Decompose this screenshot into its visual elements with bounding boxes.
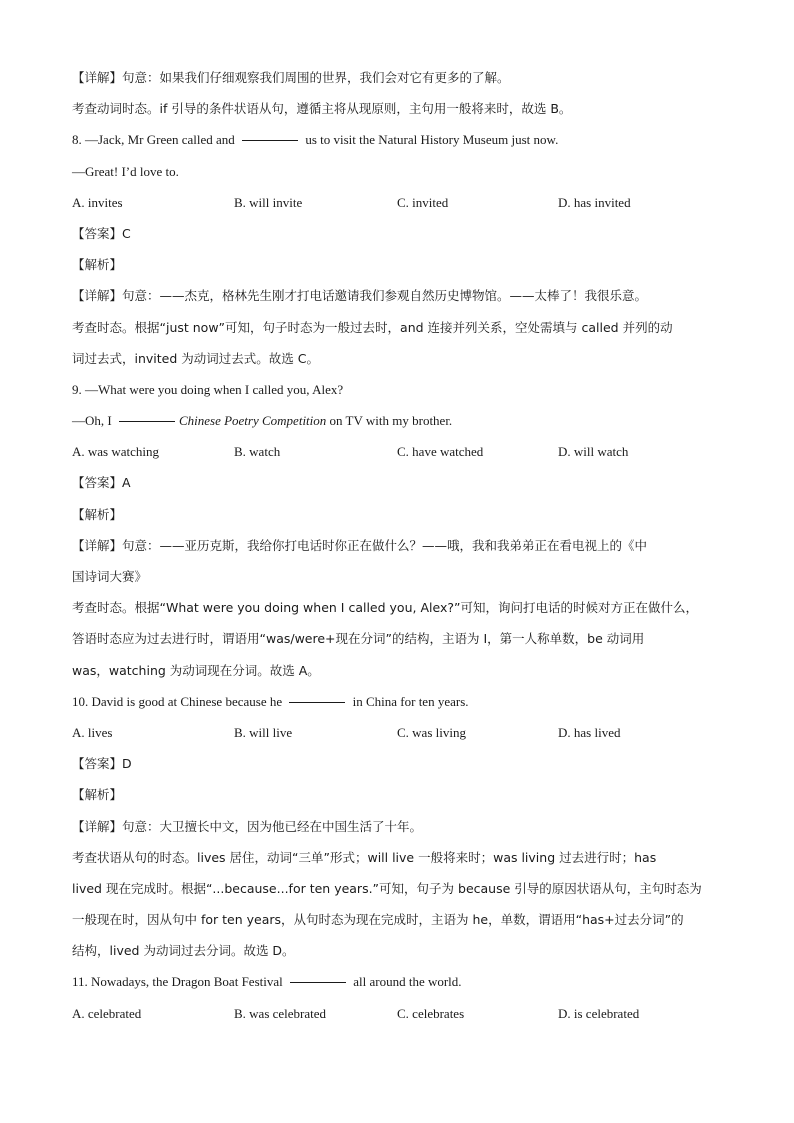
question-text: on TV with my brother. <box>326 413 453 429</box>
line-text: 【答案】A <box>72 475 131 491</box>
text-line <box>72 904 732 935</box>
line-text: —Great! I’d love to. <box>72 163 179 179</box>
option-a: A. was watching <box>72 444 160 460</box>
question-title-italic: Chinese Poetry Competition <box>178 413 327 429</box>
question-text: us to visit the Natural History Museum just now. <box>302 132 559 148</box>
option-d: D. has invited <box>558 194 631 210</box>
text-line <box>72 280 732 311</box>
option-c: C. was living <box>397 724 466 740</box>
text-line <box>72 842 732 873</box>
text-line <box>72 748 732 779</box>
text-line <box>72 935 732 966</box>
line-text: lived 现在完成时。根据“...because...for ten years.”可知，句子为 because 引导的原因状语从句，主句时态为 <box>72 880 702 896</box>
answer-options <box>72 717 732 748</box>
line-text: 【解析】 <box>72 787 123 803</box>
text-line <box>72 374 732 405</box>
text-line <box>72 93 732 124</box>
text-line <box>72 343 732 374</box>
text-line <box>72 249 732 280</box>
option-b: B. will live <box>234 724 293 740</box>
text-line <box>72 62 732 93</box>
question-text: 10. David is good at Chinese because he <box>72 693 286 709</box>
answer-blank <box>289 701 345 703</box>
line-text: 结构，lived 为动词过去分词。故选 D。 <box>72 943 295 959</box>
text-line <box>72 218 732 249</box>
question-stem <box>72 966 732 997</box>
text-line <box>72 561 732 592</box>
question-text: 8. —Jack, Mr Green called and <box>72 132 239 148</box>
line-text: 词过去式，invited 为动词过去式。故选 C。 <box>72 350 319 366</box>
line-text: 【详解】句意：——亚历克斯，我给你打电话时你正在做什么？——哦，我和我弟弟正在看电视上的《中 <box>72 537 648 553</box>
line-text: 【详解】句意：大卫擅长中文，因为他已经在中国生活了十年。 <box>72 818 423 834</box>
line-text: 【答案】C <box>72 225 131 241</box>
text-line <box>72 655 732 686</box>
option-a: A. celebrated <box>72 1005 142 1021</box>
question-text: all around the world. <box>349 974 462 990</box>
line-text: 【详解】句意：如果我们仔细观察我们周围的世界，我们会对它有更多的了解。 <box>72 70 510 85</box>
question-stem <box>72 124 732 155</box>
line-text: 9. —What were you doing when I called you, Alex? <box>72 381 344 397</box>
line-text: 【答案】D <box>72 756 132 772</box>
text-line <box>72 499 732 530</box>
answer-options <box>72 998 732 1029</box>
line-text: 【详解】句意：——杰克，格林先生刚才打电话邀请我们参观自然历史博物馆。——太棒了！我很乐意。 <box>72 288 648 304</box>
option-d: D. will watch <box>558 444 629 460</box>
answer-blank <box>119 420 175 422</box>
answer-blank <box>242 139 298 141</box>
option-d: D. is celebrated <box>558 1005 640 1021</box>
text-line <box>72 312 732 343</box>
text-line <box>72 779 732 810</box>
line-text: 考查时态。根据“What were you doing when I called you, Alex?”可知，询问打电话的时候对方正在做什么， <box>72 600 698 616</box>
option-a: A. lives <box>72 724 113 740</box>
line-text: was，watching 为动词现在分词。故选 A。 <box>72 662 320 678</box>
option-c: C. have watched <box>397 444 484 460</box>
option-b: B. will invite <box>234 194 303 210</box>
answer-options <box>72 436 732 467</box>
answer-blank <box>290 981 346 983</box>
option-c: C. invited <box>397 194 449 210</box>
text-line <box>72 592 732 623</box>
option-a: A. invites <box>72 194 123 210</box>
question-stem <box>72 405 732 436</box>
answer-options <box>72 187 732 218</box>
option-d: D. has lived <box>558 724 621 740</box>
text-line <box>72 873 732 904</box>
text-line <box>72 811 732 842</box>
line-text: 一般现在时，因从句中 for ten years，从句时态为现在完成时，主语为 he，单数，谓语用“has+过去分词”的 <box>72 912 684 928</box>
line-text: 【解析】 <box>72 506 123 522</box>
line-text: 答语时态应为过去进行时，谓语用“was/were+现在分词”的结构，主语为 I，第一人称单数，be 动词用 <box>72 631 645 647</box>
option-b: B. was celebrated <box>234 1005 327 1021</box>
document-page <box>72 62 732 1029</box>
line-text: 考查动词时态。if 引导的条件状语从句，遵循主将从现原则，主句用一般将来时，故选 B。 <box>72 101 572 117</box>
question-stem <box>72 686 732 717</box>
line-text: 【解析】 <box>72 257 123 273</box>
text-line <box>72 156 732 187</box>
question-text: 11. Nowadays, the Dragon Boat Festival <box>72 974 286 990</box>
question-text: in China for ten years. <box>349 693 469 709</box>
text-line <box>72 467 732 498</box>
option-b: B. watch <box>234 444 281 460</box>
line-text: 考查时态。根据“just now”可知，句子时态为一般过去时，and 连接并列关系，空处需填与 called 并列的动 <box>72 319 673 335</box>
question-text: —Oh, I <box>72 413 115 429</box>
text-line <box>72 623 732 654</box>
option-c: C. celebrates <box>397 1005 465 1021</box>
line-text: 考查状语从句的时态。lives 居住，动词“三单”形式；will live 一般将来时；was living 过去进行时；has <box>72 849 657 865</box>
text-line <box>72 530 732 561</box>
line-text: 国诗词大赛》 <box>72 569 148 584</box>
